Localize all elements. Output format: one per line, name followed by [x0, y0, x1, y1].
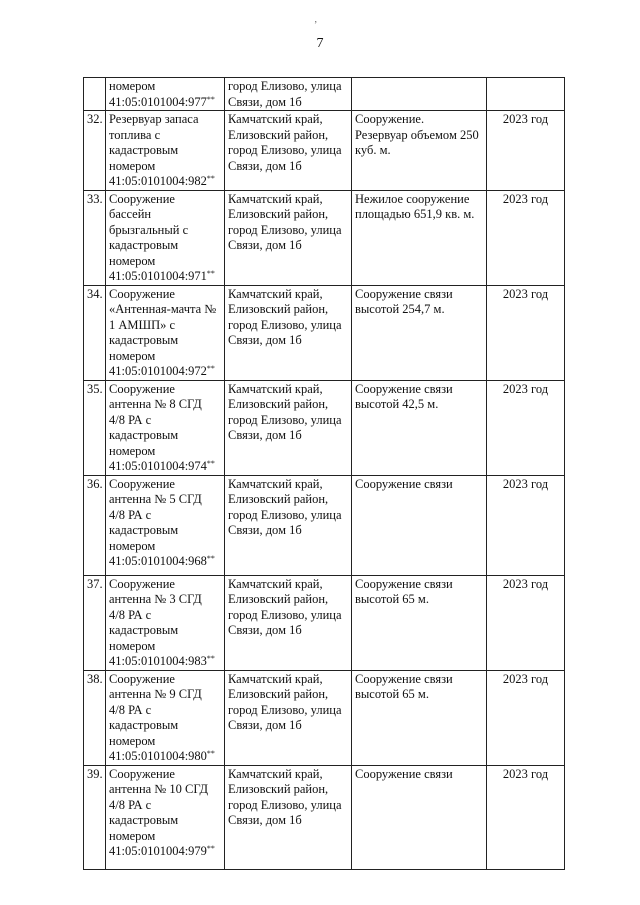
year-cell: 2023 год	[487, 475, 565, 575]
year-cell: 2023 год	[487, 380, 565, 475]
description-line: Сооружение связи	[355, 766, 453, 781]
object-name-line: антенна № 5 СГД	[109, 492, 202, 506]
description-cell	[352, 111, 487, 191]
table-row	[84, 765, 565, 869]
description-line: Сооружение связи	[355, 286, 453, 301]
year-cell: 2023 год	[487, 670, 565, 765]
address-line: Камчатский край,	[228, 191, 323, 206]
address-cell	[225, 475, 352, 575]
footnote-mark: **	[206, 554, 215, 563]
footnote-mark: **	[206, 844, 215, 853]
year-cell: 2023 год	[487, 111, 565, 191]
address-cell	[225, 765, 352, 869]
object-name-line: 41:05:0101004:974	[109, 459, 207, 473]
table-row	[84, 285, 565, 380]
address-cell	[225, 111, 352, 191]
table-row	[84, 111, 565, 191]
row-number: 32.	[84, 111, 106, 191]
footnote-mark: **	[206, 749, 215, 758]
description-line: Нежилое сооружение	[355, 191, 470, 206]
description-line: Сооружение связи	[355, 576, 453, 591]
address-line: город Елизово, улица	[228, 607, 342, 622]
address-line: Связи, дом 1б	[228, 238, 302, 252]
object-name-line: антенна № 10 СГД	[109, 782, 208, 796]
address-line: город Елизово, улица	[228, 79, 342, 93]
description-cell	[352, 78, 487, 111]
object-name-cell	[106, 475, 225, 575]
description-cell	[352, 285, 487, 380]
year-cell	[487, 78, 565, 111]
description-line: Сооружение связи	[355, 476, 453, 491]
address-line: Камчатский край,	[228, 112, 323, 126]
description-line: Сооружение связи	[355, 671, 453, 686]
row-number	[84, 78, 106, 111]
description-line: высотой 42,5 м.	[355, 397, 439, 411]
object-name-cell	[106, 111, 225, 191]
address-line: город Елизово, улица	[228, 317, 342, 332]
description-cell	[352, 475, 487, 575]
address-line: Связи, дом 1б	[228, 333, 302, 347]
address-cell	[225, 285, 352, 380]
object-name-cell	[106, 380, 225, 475]
table-row	[84, 670, 565, 765]
table-row	[84, 575, 565, 670]
object-name-line: Сооружение	[109, 381, 175, 396]
object-name-line: топлива с	[109, 127, 161, 142]
description-line: куб. м.	[355, 143, 391, 157]
object-name-cell	[106, 670, 225, 765]
address-line: Камчатский край,	[228, 766, 323, 781]
object-name-cell	[106, 575, 225, 670]
object-name-line: 41:05:0101004:983	[109, 654, 207, 668]
address-line: Камчатский край,	[228, 476, 323, 491]
description-cell	[352, 575, 487, 670]
description-line: Резервуар объемом 250	[355, 127, 479, 142]
object-name-line: 41:05:0101004:977	[109, 94, 207, 109]
object-name-line: Сооружение	[109, 671, 175, 686]
description-line: высотой 65 м.	[355, 592, 429, 606]
address-cell	[225, 670, 352, 765]
description-line: площадью 651,9 кв. м.	[355, 207, 475, 221]
row-number: 38.	[84, 670, 106, 765]
object-name-line: Сооружение	[109, 476, 175, 491]
address-line: Елизовский район,	[228, 687, 329, 701]
object-name-line: антенна № 8 СГД	[109, 397, 202, 411]
address-line: Елизовский район,	[228, 397, 329, 411]
address-line: Камчатский край,	[228, 576, 323, 591]
table-row	[84, 380, 565, 475]
description-line: высотой 254,7 м.	[355, 302, 445, 316]
page-number: 7	[316, 36, 324, 51]
object-name-line: кадастровым	[109, 238, 179, 252]
description-cell	[352, 765, 487, 869]
scan-mark: ’	[314, 20, 318, 31]
object-name-line: Сооружение	[109, 576, 175, 591]
object-name-line: номером	[109, 79, 156, 93]
address-cell	[225, 380, 352, 475]
description-cell	[352, 380, 487, 475]
object-name-line: Сооружение	[109, 191, 175, 206]
object-name-line: Сооружение	[109, 286, 175, 301]
object-name-line: 41:05:0101004:972	[109, 364, 207, 378]
row-number: 37.	[84, 575, 106, 670]
object-name-line: номером	[109, 828, 156, 843]
address-line: Елизовский район,	[228, 127, 329, 142]
object-name-line: 41:05:0101004:979	[109, 844, 207, 858]
object-name-line: номером	[109, 348, 156, 363]
footnote-mark: **	[206, 459, 215, 468]
address-line: Связи, дом 1б	[228, 158, 302, 173]
object-name-line: 1 АМШП» с	[109, 317, 176, 332]
object-name-line: 4/8 РА с	[109, 607, 152, 622]
address-cell	[225, 190, 352, 285]
year-cell: 2023 год	[487, 190, 565, 285]
address-line: город Елизово, улица	[228, 143, 342, 157]
object-name-line: кадастровым	[109, 623, 179, 637]
address-cell	[225, 575, 352, 670]
object-name-line: номером	[109, 538, 156, 553]
address-line: Елизовский район,	[228, 492, 329, 506]
footnote-mark: **	[206, 174, 215, 183]
footnote-mark: **	[206, 94, 215, 104]
object-name-line: номером	[109, 638, 156, 653]
address-line: Связи, дом 1б	[228, 94, 302, 109]
object-name-line: номером	[109, 158, 156, 173]
year-cell: 2023 год	[487, 765, 565, 869]
object-name-line: кадастровым	[109, 428, 179, 442]
property-table	[83, 77, 565, 870]
object-name-line: 4/8 РА с	[109, 702, 152, 717]
object-name-line: бассейн	[109, 207, 152, 221]
object-name-line: брызгальный с	[109, 222, 189, 237]
row-number: 39.	[84, 765, 106, 869]
object-name-line: 41:05:0101004:968	[109, 554, 207, 568]
object-name-line: 41:05:0101004:971	[109, 269, 207, 283]
description-cell	[352, 190, 487, 285]
object-name-line: кадастровым	[109, 718, 179, 732]
address-line: Елизовский район,	[228, 207, 329, 221]
table-row	[84, 78, 565, 111]
address-line: город Елизово, улица	[228, 507, 342, 522]
description-cell	[352, 670, 487, 765]
address-line: город Елизово, улица	[228, 222, 342, 237]
object-name-cell	[106, 78, 225, 111]
address-line: Связи, дом 1б	[228, 523, 302, 537]
row-number: 36.	[84, 475, 106, 575]
description-line: Сооружение связи	[355, 381, 453, 396]
object-name-line: Резервуар запаса	[109, 112, 199, 126]
object-name-line: номером	[109, 443, 156, 458]
object-name-line: кадастровым	[109, 813, 179, 827]
address-line: Камчатский край,	[228, 381, 323, 396]
object-name-line: антенна № 3 СГД	[109, 592, 202, 606]
year-cell: 2023 год	[487, 575, 565, 670]
address-line: Связи, дом 1б	[228, 428, 302, 442]
description-line: высотой 65 м.	[355, 687, 429, 701]
footnote-mark: **	[206, 654, 215, 663]
address-line: город Елизово, улица	[228, 702, 342, 717]
address-line: Елизовский район,	[228, 782, 329, 796]
object-name-cell	[106, 765, 225, 869]
object-name-line: «Антенная-мачта №	[109, 302, 217, 316]
row-number: 35.	[84, 380, 106, 475]
object-name-line: кадастровым	[109, 523, 179, 537]
object-name-line: 41:05:0101004:980	[109, 749, 207, 763]
object-name-cell	[106, 285, 225, 380]
object-name-line: 4/8 РА с	[109, 412, 152, 427]
footnote-mark: **	[206, 269, 215, 278]
year-cell: 2023 год	[487, 285, 565, 380]
address-line: Камчатский край,	[228, 286, 323, 301]
address-line: Связи, дом 1б	[228, 718, 302, 732]
row-number: 34.	[84, 285, 106, 380]
address-cell	[225, 78, 352, 111]
description-line: Сооружение.	[355, 112, 425, 126]
address-line: город Елизово, улица	[228, 412, 342, 427]
address-line: Связи, дом 1б	[228, 813, 302, 827]
object-name-line: 4/8 РА с	[109, 507, 152, 522]
object-name-line: антенна № 9 СГД	[109, 687, 202, 701]
address-line: Связи, дом 1б	[228, 623, 302, 637]
table-row	[84, 475, 565, 575]
address-line: Елизовский район,	[228, 302, 329, 316]
object-name-line: кадастровым	[109, 143, 179, 157]
row-number: 33.	[84, 190, 106, 285]
object-name-line: номером	[109, 733, 156, 748]
object-name-line: 41:05:0101004:982	[109, 174, 207, 188]
table-row	[84, 190, 565, 285]
address-line: город Елизово, улица	[228, 797, 342, 812]
object-name-line: 4/8 РА с	[109, 797, 152, 812]
footnote-mark: **	[206, 364, 215, 373]
object-name-line: кадастровым	[109, 333, 179, 347]
object-name-line: Сооружение	[109, 766, 175, 781]
address-line: Елизовский район,	[228, 592, 329, 606]
address-line: Камчатский край,	[228, 671, 323, 686]
object-name-cell	[106, 190, 225, 285]
object-name-line: номером	[109, 253, 156, 268]
